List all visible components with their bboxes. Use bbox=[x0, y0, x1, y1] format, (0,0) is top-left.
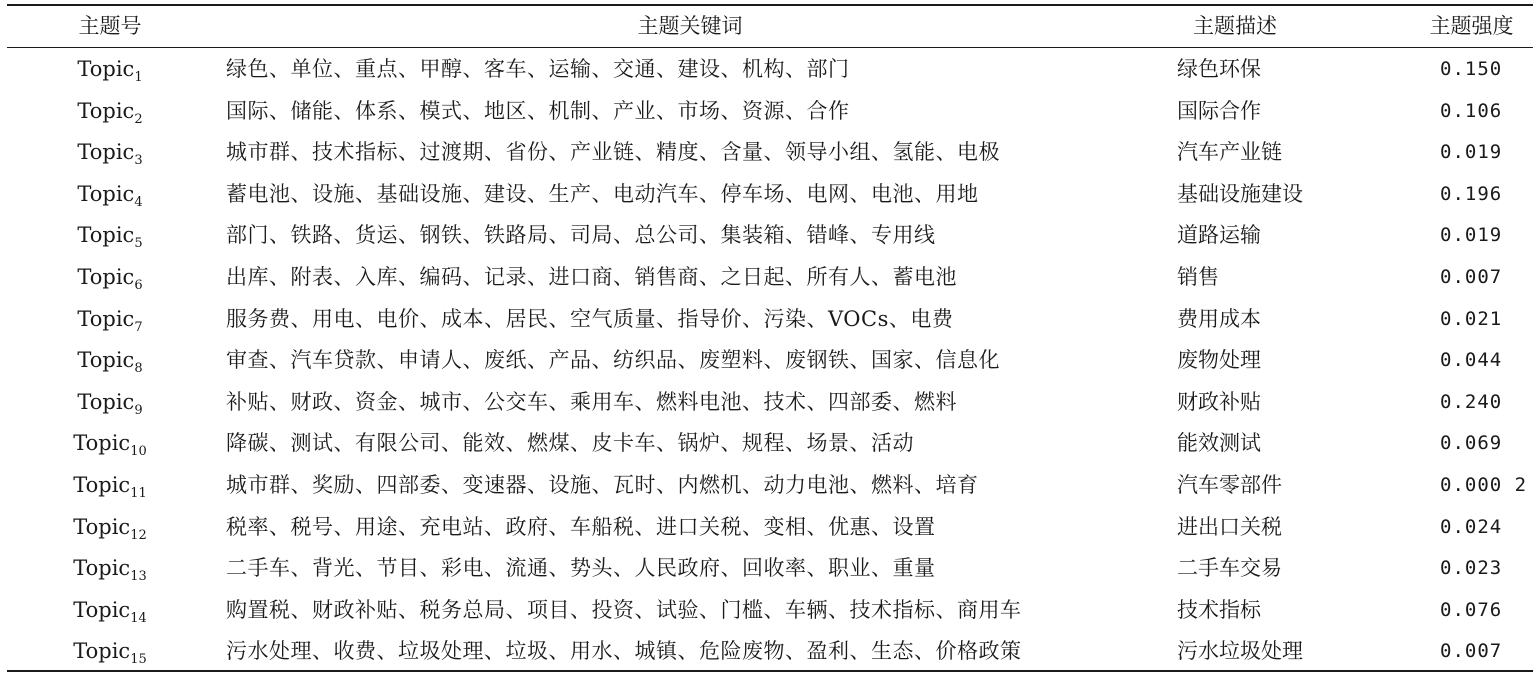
topic-keywords-cell: 补贴、财政、资金、城市、公交车、乘用车、燃料电池、技术、四部委、燃料 bbox=[226, 389, 957, 414]
topic-label: Topic bbox=[73, 431, 131, 456]
topic-description-cell: 费用成本 bbox=[1177, 306, 1261, 331]
table-row bbox=[0, 257, 1533, 299]
topic-index: 15 bbox=[130, 652, 147, 668]
table-row bbox=[0, 465, 1533, 507]
topic-description-cell: 汽车产业链 bbox=[1177, 140, 1282, 165]
topic-index: 11 bbox=[130, 485, 147, 501]
topic-strength-cell: 0.023 bbox=[1440, 557, 1503, 580]
table-row bbox=[0, 631, 1533, 673]
topic-strength-cell: 0.000 2 bbox=[1440, 473, 1528, 496]
topic-index: 4 bbox=[134, 194, 143, 210]
topic-id-cell bbox=[55, 465, 165, 507]
topic-id-cell bbox=[55, 49, 165, 91]
topic-label: Topic bbox=[73, 556, 131, 581]
topic-strength-cell: 0.069 bbox=[1440, 432, 1503, 455]
topic-id-cell bbox=[55, 132, 165, 174]
topic-description-cell: 基础设施建设 bbox=[1177, 181, 1303, 206]
topic-strength-cell: 0.007 bbox=[1440, 640, 1503, 663]
topic-label: Topic bbox=[77, 223, 135, 248]
topic-keywords-cell: 污水处理、收费、垃圾处理、垃圾、用水、城镇、危险废物、盈利、生态、价格政策 bbox=[226, 639, 1022, 664]
topic-index: 14 bbox=[130, 610, 147, 626]
table-body bbox=[0, 49, 1533, 673]
topic-id-cell bbox=[55, 91, 165, 133]
topic-keywords-cell: 部门、铁路、货运、钢铁、铁路局、司局、总公司、集装箱、错峰、专用线 bbox=[226, 223, 936, 248]
topic-index: 13 bbox=[130, 569, 147, 585]
topic-strength-cell: 0.196 bbox=[1440, 182, 1503, 205]
topic-label: Topic bbox=[77, 181, 135, 206]
table-row bbox=[0, 215, 1533, 257]
topic-strength-cell: 0.106 bbox=[1440, 99, 1503, 122]
table-row bbox=[0, 507, 1533, 549]
topic-keywords-cell: 审查、汽车贷款、申请人、废纸、产品、纺织品、废塑料、废钢铁、国家、信息化 bbox=[226, 348, 1000, 373]
topic-id-cell bbox=[55, 257, 165, 299]
topic-label: Topic bbox=[73, 514, 131, 539]
topic-description-cell: 二手车交易 bbox=[1177, 556, 1282, 581]
topic-index: 9 bbox=[134, 402, 143, 418]
table-row bbox=[0, 49, 1533, 91]
table-header-row bbox=[0, 6, 1533, 47]
table-row bbox=[0, 299, 1533, 341]
topic-keywords-cell: 绿色、单位、重点、甲醇、客车、运输、交通、建设、机构、部门 bbox=[226, 57, 850, 81]
topic-id-cell bbox=[55, 590, 165, 632]
topic-label: Topic bbox=[77, 389, 135, 414]
topic-strength-cell: 0.240 bbox=[1440, 390, 1503, 413]
topic-index: 12 bbox=[130, 527, 147, 543]
table-row bbox=[0, 548, 1533, 590]
header-topic-description: 主题描述 bbox=[1193, 14, 1277, 38]
topic-description-cell: 国际合作 bbox=[1177, 98, 1261, 123]
topic-id-cell bbox=[55, 423, 165, 465]
table-header-rule bbox=[7, 47, 1533, 48]
topic-strength-cell: 0.021 bbox=[1440, 307, 1503, 330]
header-topic-strength: 主题强度 bbox=[1429, 14, 1514, 38]
topic-label: Topic bbox=[73, 639, 131, 664]
topic-strength-cell: 0.019 bbox=[1440, 224, 1503, 247]
table-row bbox=[0, 91, 1533, 133]
topic-label: Topic bbox=[73, 472, 131, 497]
table-row bbox=[0, 132, 1533, 174]
topic-description-cell: 污水垃圾处理 bbox=[1177, 639, 1303, 664]
topic-index: 5 bbox=[134, 236, 143, 252]
topic-id-cell bbox=[55, 215, 165, 257]
topic-strength-cell: 0.007 bbox=[1440, 265, 1503, 288]
table-row bbox=[0, 590, 1533, 632]
topic-description-cell: 汽车零部件 bbox=[1177, 472, 1282, 497]
topic-description-cell: 财政补贴 bbox=[1177, 389, 1261, 414]
topic-id-cell bbox=[55, 340, 165, 382]
topic-label: Topic bbox=[77, 140, 135, 165]
header-topic-id: 主题号 bbox=[78, 14, 142, 38]
topic-description-cell: 能效测试 bbox=[1177, 431, 1261, 456]
topic-index: 1 bbox=[134, 70, 143, 85]
topic-keywords-cell: 蓄电池、设施、基础设施、建设、生产、电动汽车、停车场、电网、电池、用地 bbox=[226, 181, 979, 206]
topic-index: 8 bbox=[134, 361, 143, 377]
topic-label: Topic bbox=[77, 348, 135, 373]
table-row bbox=[0, 382, 1533, 424]
topic-label: Topic bbox=[77, 98, 135, 123]
topic-strength-cell: 0.076 bbox=[1440, 598, 1503, 621]
table-bottom-rule bbox=[7, 670, 1533, 672]
topic-label: Topic bbox=[77, 57, 135, 81]
topic-strength-cell: 0.044 bbox=[1440, 349, 1503, 372]
topic-keywords-cell: 降碳、测试、有限公司、能效、燃煤、皮卡车、锅炉、规程、场景、活动 bbox=[226, 431, 914, 456]
topic-description-cell: 废物处理 bbox=[1177, 348, 1261, 373]
topic-keywords-cell: 国际、储能、体系、模式、地区、机制、产业、市场、资源、合作 bbox=[226, 98, 850, 123]
topic-label: Topic bbox=[77, 264, 135, 289]
topic-keywords-cell: 出库、附表、入库、编码、记录、进口商、销售商、之日起、所有人、蓄电池 bbox=[226, 264, 957, 289]
topic-keywords-cell: 购置税、财政补贴、税务总局、项目、投资、试验、门槛、车辆、技术指标、商用车 bbox=[226, 597, 1022, 622]
topic-keywords-cell: 城市群、技术指标、过渡期、省份、产业链、精度、含量、领导小组、氢能、电极 bbox=[226, 140, 1000, 165]
topic-description-cell: 绿色环保 bbox=[1177, 57, 1261, 81]
topic-strength-cell: 0.019 bbox=[1440, 141, 1503, 164]
table-row bbox=[0, 340, 1533, 382]
topic-id-cell bbox=[55, 299, 165, 341]
topic-index: 3 bbox=[134, 153, 143, 169]
topic-description-cell: 道路运输 bbox=[1177, 223, 1261, 248]
topic-description-cell: 技术指标 bbox=[1177, 597, 1261, 622]
topic-id-cell bbox=[55, 174, 165, 216]
topic-label: Topic bbox=[77, 306, 135, 331]
topic-description-cell: 销售 bbox=[1177, 264, 1219, 289]
header-topic-keywords: 主题关键词 bbox=[637, 14, 743, 38]
topic-description-cell: 进出口关税 bbox=[1177, 514, 1282, 539]
topic-id-cell bbox=[55, 382, 165, 424]
topic-id-cell bbox=[55, 631, 165, 673]
topic-index: 10 bbox=[130, 444, 147, 460]
topic-index: 7 bbox=[134, 319, 143, 335]
topic-strength-cell: 0.024 bbox=[1440, 515, 1503, 538]
topic-id-cell bbox=[55, 548, 165, 590]
table-row bbox=[0, 423, 1533, 465]
topic-keywords-cell: 税率、税号、用途、充电站、政府、车船税、进口关税、变相、优惠、设置 bbox=[226, 514, 936, 539]
topic-keywords-cell: 服务费、用电、电价、成本、居民、空气质量、指导价、污染、VOCs、电费 bbox=[226, 306, 954, 331]
topic-keywords-cell: 二手车、背光、节目、彩电、流通、势头、人民政府、回收率、职业、重量 bbox=[226, 556, 936, 581]
topic-strength-cell: 0.150 bbox=[1440, 58, 1503, 80]
topic-index: 6 bbox=[134, 277, 143, 293]
topic-keywords-cell: 城市群、奖励、四部委、变速器、设施、瓦时、内燃机、动力电池、燃料、培育 bbox=[226, 472, 979, 497]
table-row bbox=[0, 174, 1533, 216]
topic-label: Topic bbox=[73, 597, 131, 622]
topic-index: 2 bbox=[134, 111, 143, 127]
topic-id-cell bbox=[55, 507, 165, 549]
